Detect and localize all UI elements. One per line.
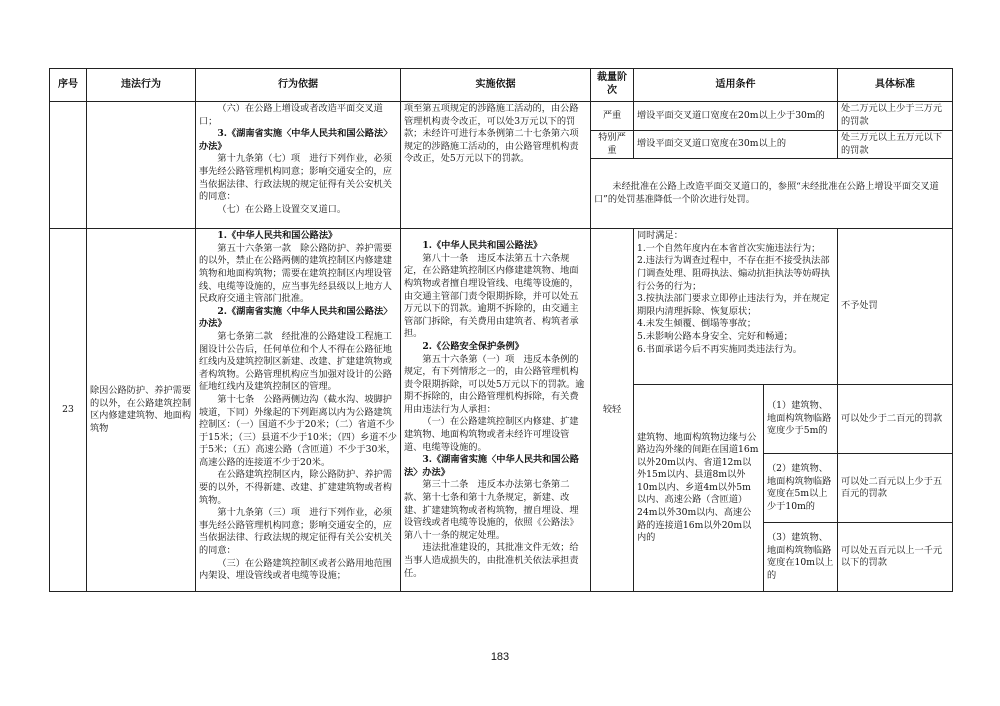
row23-cond-1-line: 6.书面承诺今后不再实施同类违法行为。 bbox=[637, 343, 802, 355]
row23-basis-para: 2.《湖南省实施〈中华人民共和国公路法〉办法》 bbox=[199, 305, 393, 330]
header-basis: 行为依据 bbox=[196, 69, 401, 102]
row22-basis-para: 3.《湖南省实施〈中华人民共和国公路法〉办法》 bbox=[199, 128, 393, 152]
row23-impl-para: 第八十一条 违反本法第五十六条规定，在公路建筑控制区内修建建筑物、地面构筑物或者擅自埋设管线、电缆等设施的，由交通主管部门责令限期拆除，并可以处五万元以下的罚款。逾期不拆除的，由交通主管部门拆除，有关费用由建筑者、构筑者承担。 bbox=[404, 252, 579, 340]
row23-basis-para: 第十九条第（三）项 进行下列作业，必须事先经公路管理机构同意；影响交通安全的，应当依据法律、行政法规的规定征得有关公安机关的同意： bbox=[199, 507, 392, 557]
header-cond: 适用条件 bbox=[634, 69, 838, 102]
row23-sub-cond-1: （1）建筑物、地面构筑物临路宽度少于5m的 bbox=[764, 385, 838, 454]
row23-impl-para: 违法批准建设的，其批准文件无效；给当事人造成损失的，由批准机关依法承担责任。 bbox=[404, 542, 579, 579]
row23-basis-para: 第七条第二款 经批准的公路建设工程施工图设计公告后，任何单位和个人不得在公路征地红线内及建筑控制区新建、改建、扩建建筑物或者构筑物。公路管理机构应当加强对设计的公路征地红线内及建筑控制区的管理。 bbox=[199, 330, 392, 393]
row23-cond-1-line: 2.违法行为调查过程中，不存在拒不接受执法部门调查处理、阻碍执法、煽动抗拒执法等妨碍执行公务的行为； bbox=[637, 255, 830, 292]
row23-basis-para: 第十七条 公路两侧边沟（截水沟、坡脚护坡道，下同）外缘起的下列距离以内为公路建筑控制区：（一）国道不少于20米；（二）省道不少于15米；（三）县道不少于10米；（四）乡道不少于5米；（五）高速公路（含匝道）不少于30米，高速公路的连接道不少于20米。 bbox=[199, 393, 397, 468]
row23-sub-std-2: 可以处二百元以上少于五百元的罚款 bbox=[838, 454, 953, 523]
row23-impl-para: 3.《湖南省实施〈中华人民共和国公路法〉办法》 bbox=[404, 454, 579, 478]
row23-cond-1-line: 3.按执法部门要求立即停止违法行为，并在规定期限内清理拆除、恢复原状； bbox=[637, 293, 830, 317]
row23-basis bbox=[196, 229, 401, 592]
row23-sub-cond-3: （3）建筑物、地面构筑物临路宽度在10m以上的 bbox=[764, 523, 838, 592]
row22-basis-para: （七）在公路上设置交叉道口。 bbox=[217, 203, 347, 215]
row23-sub-std-1: 可以处少于二百元的罚款 bbox=[838, 385, 953, 454]
row22-impl-text: 项至第五项规定的涉路施工活动的，由公路管理机构责令改正，可以处3万元以下的罚款；未经许可进行本条例第二十七条第六项规定的涉路施工活动的，由公路管理机构责令改正，处5万元以下的罚款。 bbox=[404, 103, 579, 165]
row23-impl-para: （一）在公路建筑控制区内修建、扩建建筑物、地面构筑物或者未经许可埋设管道、电缆等设施的。 bbox=[404, 416, 579, 453]
row23-impl-para: 第五十六条第（一）项 违反本条例的规定，有下列情形之一的，由公路管理机构责令限期拆除，可以处5万元以下的罚款。逾期不拆除的，由公路管理机构拆除，有关费用由违法行为人承担： bbox=[404, 353, 585, 415]
row22-basis-para: （六）在公路上增设或者改造平面交叉道口； bbox=[199, 103, 383, 127]
row22-basis bbox=[196, 102, 401, 229]
header-no: 序号 bbox=[50, 69, 87, 102]
header-impl: 实施依据 bbox=[401, 69, 591, 102]
row23-sub-std-3: 可以处五百元以上一千元以下的罚款 bbox=[838, 523, 953, 592]
row23-impl-para: 2.《公路安全保护条例》 bbox=[422, 340, 524, 352]
row22-level-2: 特别严重 bbox=[591, 131, 634, 159]
row23-basis-para: 1.《中华人民共和国公路法》 bbox=[217, 230, 338, 242]
header-act: 违法行为 bbox=[87, 69, 196, 102]
header-level: 裁量阶次 bbox=[591, 69, 634, 102]
row23-basis-para: 第五十六条第一款 除公路防护、养护需要的以外，禁止在公路两侧的建筑控制区内修建建筑物和地面构筑物；需要在建筑控制区内埋设管线、电缆等设施的，应当事先经县级以上地方人民政府交通主管部门批准。 bbox=[199, 242, 392, 305]
row23-act: 除因公路防护、养护需要的以外，在公路建筑控制区内修建建筑物、地面构筑物 bbox=[87, 229, 196, 592]
row22-no bbox=[50, 102, 87, 229]
row23-basis-para: 在公路建筑控制区内，除公路防护、养护需要的以外，不得新建、改建、扩建建筑物或者构筑物。 bbox=[199, 469, 392, 506]
page-number: 183 bbox=[490, 651, 510, 663]
row22-note bbox=[591, 159, 953, 229]
row23-cond-1 bbox=[634, 229, 838, 385]
row22-cond-2: 增设平面交叉道口宽度在30m以上的 bbox=[634, 131, 838, 159]
row23-impl-para: 1.《中华人民共和国公路法》 bbox=[422, 240, 543, 252]
row22-std-2: 处三万元以上五万元以下的罚款 bbox=[838, 131, 953, 159]
row22-impl bbox=[401, 102, 591, 229]
row23-level: 较轻 bbox=[591, 229, 634, 592]
table-header-row bbox=[50, 69, 953, 102]
row23-std-1: 不予处罚 bbox=[838, 229, 953, 385]
row23-cond-1-line: 4.未发生倾覆、倒塌等事故； bbox=[637, 318, 757, 330]
table-row bbox=[50, 229, 953, 385]
row23-cond-2: 建筑物、地面构筑物边缘与公路边沟外缘的间距在国道16m以外20m以内、省道12m以外15m以内、县道8m以外10m以内、乡道4m以外5m以内、高速公路（含匝道）24m以外30m以内、高速公路的连接道16m以外20m以内的 bbox=[634, 385, 764, 592]
row23-sub-cond-2: （2）建筑物、地面构筑物临路宽度在5m以上少于10m的 bbox=[764, 454, 838, 523]
row23-basis-para: （三）在公路建筑控制区或者公路用地范围内架设、埋设管线或者电缆等设施； bbox=[199, 557, 392, 582]
row23-impl bbox=[401, 229, 591, 592]
row22-level-1: 严重 bbox=[591, 102, 634, 131]
row22-note-text: 未经批准在公路上改造平面交叉道口的，参照“未经批准在公路上增设平面交叉道口”的处罚基准降低一个阶次进行处罚。 bbox=[594, 181, 939, 205]
row23-cond-1-line: 同时满足： bbox=[637, 230, 683, 242]
row23-impl-para: 第三十二条 违反本办法第七条第二款、第十七条和第十九条规定，新建、改建、扩建建筑物或者构筑物，擅自埋设、埋设管线或者电缆等设施的，依照《公路法》第八十一条的规定处理。 bbox=[404, 479, 579, 541]
row23-cond-1-line: 5.未影响公路本身安全、完好和畅通； bbox=[637, 330, 793, 342]
row22-std-1: 处二万元以上少于三万元的罚款 bbox=[838, 102, 953, 131]
row22-act bbox=[87, 102, 196, 229]
row23-no: 23 bbox=[50, 229, 87, 592]
row23-cond-1-line: 1.一个自然年度内在本省首次实施违法行为； bbox=[637, 242, 821, 254]
header-std: 具体标准 bbox=[838, 69, 953, 102]
penalty-table bbox=[49, 68, 953, 592]
row22-cond-1: 增设平面交叉道口宽度在20m以上少于30m的 bbox=[634, 102, 838, 131]
row22-basis-para: 第十九条第（七）项 进行下列作业，必须事先经公路管理机构同意；影响交通安全的，应当依据法律、行政法规的规定征得有关公安机关的同意： bbox=[199, 153, 392, 203]
table-row bbox=[50, 102, 953, 131]
